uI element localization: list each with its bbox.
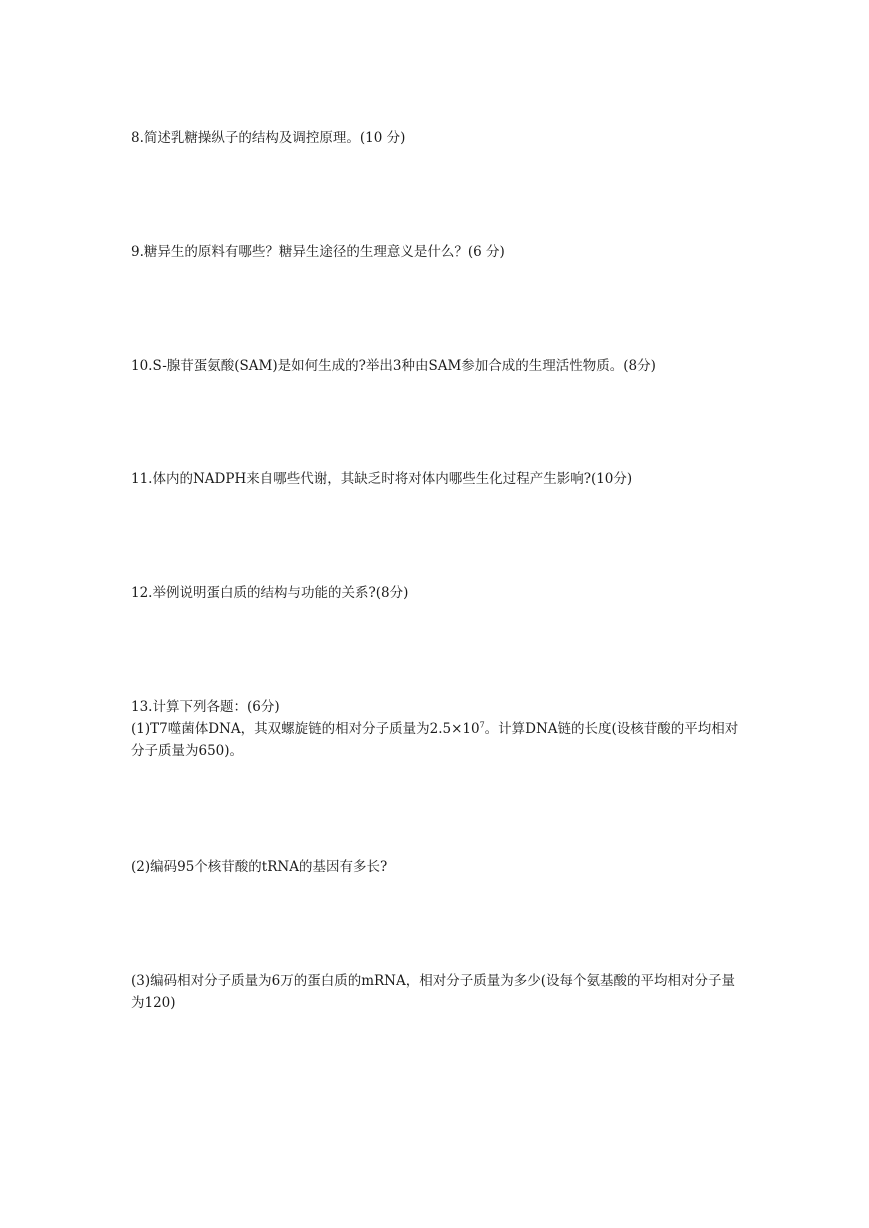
question-13-part-1-text-a: (1)T7噬菌体DNA，其双螺旋链的相对分子质量为2.5×10: [131, 721, 480, 737]
question-13-part-1-text-b: 。计算DNA链的长度(设核苷酸的平均相对分子质量为650)。: [131, 721, 739, 759]
question-12: 12.举例说明蛋白质的结构与功能的关系?(8分): [131, 585, 409, 601]
question-13: 13.计算下列各题：(6分): [131, 699, 280, 715]
question-13-part-2: (2)编码95个核苷酸的tRNA的基因有多长?: [131, 859, 388, 875]
question-13-part-1: [131, 718, 741, 762]
question-13-part-3: (3)编码相对分子质量为6万的蛋白质的mRNA，相对分子质量为多少(设每个氨基酸的平均相对分子量为120): [131, 973, 736, 1011]
question-11: 11.体内的NADPH来自哪些代谢，其缺乏时将对体内哪些生化过程产生影响?(10分): [131, 471, 633, 487]
question-13-part-1-exponent: 7: [479, 720, 485, 730]
question-10: 10.S-腺苷蛋氨酸(SAM)是如何生成的?举出3种由SAM参加合成的生理活性物质。(8分): [131, 358, 656, 374]
question-9: 9.糖异生的原料有哪些？糖异生途径的生理意义是什么？(6 分): [131, 244, 505, 260]
question-8: 8.简述乳糖操纵子的结构及调控原理。(10 分): [131, 130, 406, 146]
